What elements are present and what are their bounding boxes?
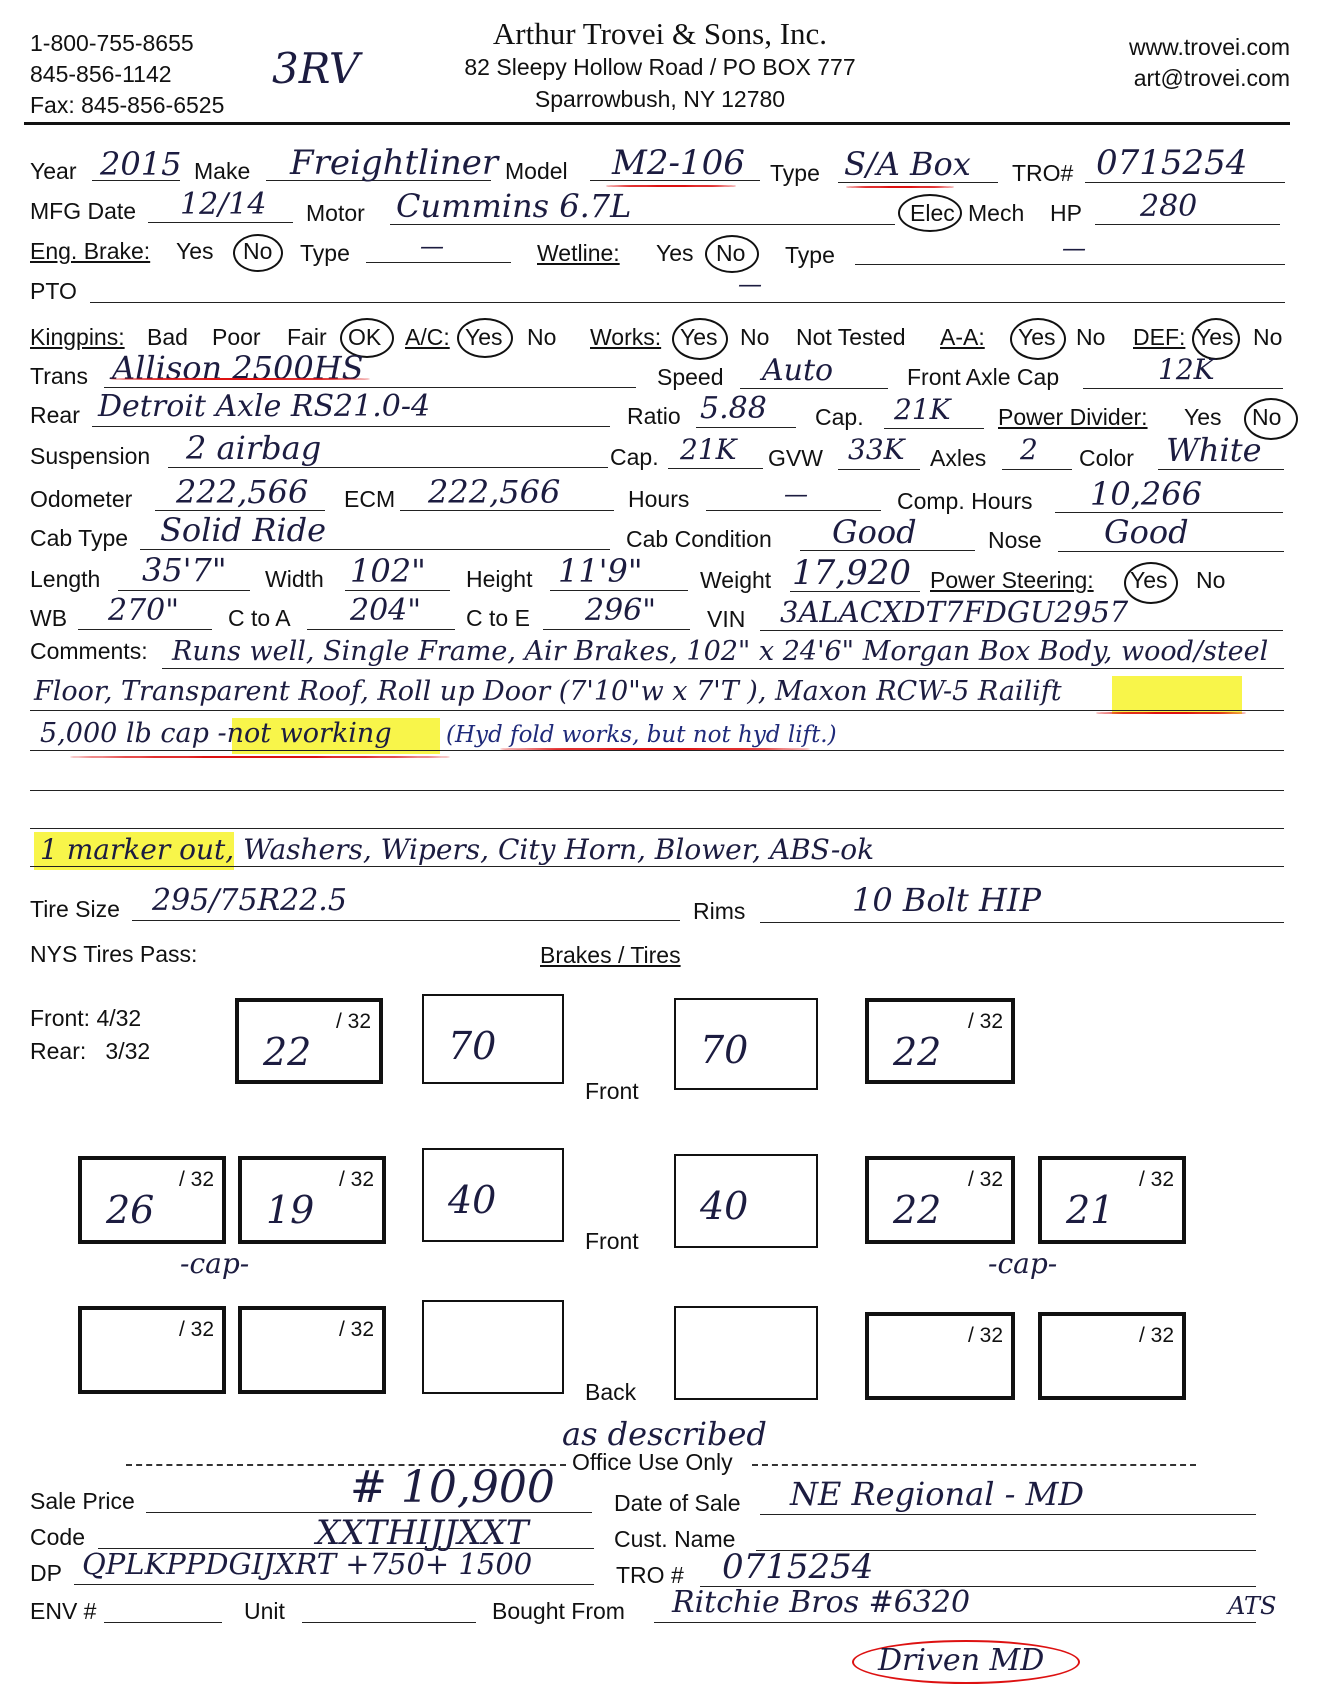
hp-value: 280	[1140, 189, 1198, 224]
tire-size-line	[132, 920, 680, 921]
wetline-yes: Yes	[656, 240, 694, 266]
eng-brake-type-label: Type	[300, 240, 350, 266]
sale-price-value: # 10,900	[350, 1462, 555, 1513]
make-label: Make	[194, 158, 251, 184]
rear-label: Rear	[30, 402, 80, 428]
bought-from-line	[654, 1622, 1256, 1623]
width-label: Width	[265, 566, 324, 592]
power-divider-yes: Yes	[1184, 404, 1222, 430]
wetline-type-label: Type	[785, 242, 835, 268]
height-line	[550, 590, 688, 591]
gvw-label: GVW	[768, 445, 823, 471]
type-label: Type	[770, 160, 820, 186]
comment-text-4: 1 marker out, Washers, Wipers, City Horn, Blower, ABS-ok	[40, 833, 875, 866]
wetline-label: Wetline:	[537, 240, 620, 266]
wetline-type-value: —	[1062, 234, 1086, 262]
env-label: ENV #	[30, 1598, 97, 1624]
comment-line-3	[30, 750, 1284, 751]
brake-box-front-left	[422, 994, 564, 1084]
brake-box-mid-right	[674, 1154, 818, 1248]
tire-box-mid-1	[78, 1156, 226, 1244]
cap-note-right: -cap-	[988, 1247, 1058, 1280]
hp-line	[1095, 224, 1280, 225]
date-of-sale-line	[760, 1514, 1256, 1515]
wetline-no: No	[716, 240, 746, 266]
mfg-date-value: 12/14	[180, 187, 267, 222]
kingpins-label: Kingpins:	[30, 324, 125, 350]
pto-value: —	[738, 270, 762, 298]
power-divider-label: Power Divider:	[998, 404, 1148, 430]
wb-label: WB	[30, 605, 68, 631]
initials-value: ATS	[1228, 1592, 1277, 1620]
comment-line-2	[30, 710, 1284, 711]
eng-brake-yes: Yes	[176, 238, 214, 264]
suspension-label: Suspension	[30, 443, 151, 469]
vin-label: VIN	[707, 606, 746, 632]
pto-label: PTO	[30, 278, 77, 304]
susp-cap-label: Cap.	[610, 444, 659, 470]
power-divider-no: No	[1252, 404, 1282, 430]
tire-depth-value: 22	[263, 1030, 312, 1074]
width-value: 102"	[350, 552, 426, 590]
cab-condition-value: Good	[832, 513, 917, 551]
model-label: Model	[505, 158, 568, 184]
rear-line	[92, 426, 610, 427]
railift-highlight	[1112, 676, 1242, 714]
axles-label: Axles	[930, 445, 987, 471]
env-line	[104, 1622, 222, 1623]
tire-box-back-1	[78, 1306, 226, 1394]
odometer-value: 222,566	[176, 473, 309, 511]
def-yes: Yes	[1196, 324, 1234, 350]
comment-line-6	[30, 866, 1284, 867]
speed-value: Auto	[762, 353, 834, 388]
rear-cap-label: Cap.	[815, 404, 864, 430]
tire-depth-value: 21	[1066, 1188, 1115, 1232]
ratio-label: Ratio	[627, 403, 681, 429]
rims-line	[760, 922, 1284, 923]
trans-line	[104, 387, 636, 388]
fax-number: Fax: 845-856-6525	[30, 92, 225, 118]
c-to-e-label: C to E	[466, 605, 530, 631]
comment-text-3a: 5,000 lb cap -not working	[40, 718, 392, 749]
front-axle-cap-value: 12K	[1158, 353, 1215, 386]
height-value: 11'9"	[558, 552, 643, 590]
trans-red-underline	[110, 378, 370, 380]
dp-line	[74, 1584, 594, 1585]
wb-value: 270"	[108, 593, 180, 628]
vin-value: 3ALACXDT7FDGU2957	[780, 595, 1129, 629]
axles-value: 2	[1020, 433, 1038, 466]
comment-3-red-underline-b	[500, 748, 810, 750]
front-axle-cap-line	[1083, 388, 1283, 389]
mfg-date-label: MFG Date	[30, 198, 137, 224]
code-value: XXTHIJJXXT	[316, 1513, 529, 1553]
comments-label: Comments:	[30, 638, 148, 664]
c-to-a-line	[307, 629, 455, 630]
per-32-label: / 32	[967, 1324, 1003, 1347]
bought-from-value: Ritchie Bros #6320	[672, 1585, 971, 1620]
front-pass-spec: Front: 4/32	[30, 1005, 142, 1031]
brake-value: 40	[700, 1184, 749, 1228]
per-32-label: / 32	[338, 1318, 374, 1341]
make-value: Freightliner	[290, 143, 499, 183]
eng-brake-label: Eng. Brake:	[30, 238, 151, 264]
model-value: M2-106	[612, 143, 745, 183]
per-32-label: / 32	[335, 1010, 371, 1033]
ac-yes: Yes	[465, 324, 503, 350]
works-label: Works:	[590, 324, 662, 350]
ecm-value: 222,566	[428, 473, 561, 511]
per-32-label: / 32	[1138, 1324, 1174, 1347]
power-steering-label: Power Steering:	[930, 567, 1094, 593]
tro-label: TRO#	[1012, 160, 1074, 186]
gvw-line	[838, 469, 920, 470]
company-email: art@trovei.com	[1133, 65, 1290, 91]
speed-line	[740, 388, 888, 389]
kingpins-poor: Poor	[212, 324, 261, 350]
speed-label: Speed	[657, 364, 724, 390]
tire-size-label: Tire Size	[30, 896, 120, 922]
tire-box-mid-4	[1038, 1156, 1186, 1244]
tire-box-mid-3	[865, 1156, 1015, 1244]
weight-label: Weight	[700, 567, 772, 593]
brake-box-back-right	[674, 1306, 818, 1400]
works-not-tested: Not Tested	[796, 324, 906, 350]
c-to-e-line	[543, 629, 690, 630]
aa-no: No	[1076, 324, 1106, 350]
per-32-label: / 32	[178, 1168, 214, 1191]
mech-label: Mech	[968, 200, 1025, 226]
kingpins-ok: OK	[348, 324, 382, 350]
comment-text-2: Floor, Transparent Roof, Roll up Door (7'10"w x 7'T ), Maxon RCW-5 Railift	[34, 676, 1062, 707]
wb-line	[78, 629, 212, 630]
hours-value: —	[784, 480, 808, 508]
nose-line	[1058, 551, 1284, 552]
front-axle-label: Front	[585, 1078, 639, 1104]
cab-condition-label: Cab Condition	[626, 526, 772, 552]
color-value: White	[1166, 431, 1262, 469]
date-of-sale-label: Date of Sale	[614, 1490, 741, 1516]
c-to-a-value: 204"	[350, 593, 422, 628]
tire-box-back-3	[865, 1312, 1015, 1400]
comment-text-1: Runs well, Single Frame, Air Brakes, 102" x 24'6" Morgan Box Body, wood/steel	[172, 636, 1269, 667]
weight-value: 17,920	[792, 553, 911, 593]
kingpins-bad: Bad	[147, 324, 188, 350]
driven-note: Driven MD	[878, 1643, 1045, 1678]
type-red-underline	[846, 186, 954, 188]
def-no: No	[1253, 324, 1283, 350]
suspension-value: 2 airbag	[186, 429, 322, 467]
trans-label: Trans	[30, 363, 88, 389]
works-no: No	[740, 324, 770, 350]
brake-value: 40	[448, 1178, 497, 1222]
dp-label: DP	[30, 1560, 62, 1586]
year-label: Year	[30, 158, 77, 184]
motor-label: Motor	[306, 200, 365, 226]
length-line	[118, 590, 250, 591]
aa-yes: Yes	[1018, 324, 1056, 350]
trans-value: Allison 2500HS	[112, 349, 364, 387]
hours-label: Hours	[628, 486, 690, 512]
year-value: 2015	[100, 145, 182, 183]
type-value: S/A Box	[844, 145, 971, 183]
tire-box-mid-2	[238, 1156, 386, 1244]
comment-text-3b: (Hyd fold works, but not hyd lift.)	[446, 722, 837, 748]
comment-line-1	[162, 668, 1284, 669]
elec-label: Elec	[910, 200, 955, 226]
brake-box-front-right	[674, 998, 818, 1090]
nys-tires-pass-label: NYS Tires Pass:	[30, 941, 198, 967]
comment-line-5	[30, 828, 1284, 829]
cust-name-label: Cust. Name	[614, 1526, 736, 1552]
tire-depth-value: 22	[893, 1030, 942, 1074]
tire-box-back-4	[1038, 1312, 1186, 1400]
per-32-label: / 32	[338, 1168, 374, 1191]
ac-no: No	[527, 324, 557, 350]
rear-cap-line	[884, 428, 984, 429]
cap-note-left: -cap-	[180, 1247, 250, 1280]
mfg-date-line	[148, 222, 293, 223]
brake-box-mid-left	[422, 1148, 564, 1242]
length-label: Length	[30, 566, 101, 592]
brake-value: 70	[448, 1024, 497, 1068]
tro-num-value: 0715254	[722, 1547, 874, 1587]
header-divider	[24, 122, 1290, 125]
tire-depth-value: 19	[266, 1188, 315, 1232]
date-of-sale-value: NE Regional - MD	[790, 1475, 1085, 1513]
susp-cap-value: 21K	[680, 433, 737, 466]
kingpins-fair: Fair	[287, 324, 327, 350]
code-label: Code	[30, 1524, 85, 1550]
def-label: DEF:	[1133, 324, 1186, 350]
per-32-label: / 32	[178, 1318, 214, 1341]
unit-line	[302, 1622, 476, 1623]
gvw-value: 33K	[848, 433, 905, 466]
ac-label: A/C:	[405, 324, 450, 350]
tire-box-front-right	[865, 998, 1015, 1084]
brakes-tires-heading: Brakes / Tires	[540, 942, 681, 968]
length-value: 35'7"	[142, 551, 227, 589]
hp-label: HP	[1050, 200, 1082, 226]
eng-brake-type-line	[366, 262, 511, 263]
power-steering-yes: Yes	[1130, 567, 1168, 593]
tire-box-front-left	[235, 998, 383, 1084]
rims-label: Rims	[693, 898, 746, 924]
sale-price-label: Sale Price	[30, 1488, 135, 1514]
company-address-line1: 82 Sleepy Hollow Road / PO BOX 777	[464, 54, 856, 80]
office-dash-right	[752, 1464, 1196, 1466]
susp-cap-line	[668, 468, 763, 469]
phone-tollfree: 1-800-755-8655	[30, 30, 194, 56]
as-described-note: as described	[562, 1415, 767, 1453]
tire-depth-value: 22	[893, 1188, 942, 1232]
height-label: Height	[466, 566, 533, 592]
c-to-e-value: 296"	[585, 593, 657, 628]
dp-value: QPLKPPDGIJXRT +750+ 1500	[82, 1547, 533, 1581]
company-website: www.trovei.com	[1128, 34, 1290, 60]
nose-label: Nose	[988, 527, 1042, 553]
brake-value: 70	[700, 1028, 749, 1072]
office-use-only-label: Office Use Only	[572, 1449, 733, 1475]
per-32-label: / 32	[967, 1010, 1003, 1033]
cab-type-value: Solid Ride	[160, 511, 327, 549]
comment-3-red-underline-a	[70, 756, 450, 758]
vin-line	[760, 630, 1283, 631]
color-label: Color	[1079, 445, 1134, 471]
works-yes: Yes	[680, 324, 718, 350]
back-axle-label: Back	[585, 1379, 637, 1405]
comp-hours-label: Comp. Hours	[897, 488, 1033, 514]
company-name: Arthur Trovei & Sons, Inc.	[492, 16, 828, 51]
width-line	[345, 590, 450, 591]
unit-label: Unit	[244, 1598, 285, 1624]
company-address-line2: Sparrowbush, NY 12780	[534, 86, 786, 112]
comment-line-4	[30, 790, 1284, 791]
comp-hours-value: 10,266	[1090, 475, 1202, 513]
railift-red-underline	[1096, 712, 1246, 714]
handwritten-code-note: 3RV	[272, 44, 360, 93]
ratio-value: 5.88	[700, 391, 767, 426]
cab-type-label: Cab Type	[30, 525, 129, 551]
motor-value: Cummins 6.7L	[396, 187, 632, 225]
power-steering-no: No	[1196, 567, 1226, 593]
rims-value: 10 Bolt HIP	[852, 881, 1042, 919]
c-to-a-label: C to A	[228, 605, 291, 631]
axles-line	[1002, 469, 1072, 470]
brake-box-back-left	[422, 1300, 564, 1394]
rear-cap-value: 21K	[894, 393, 951, 426]
rear-value: Detroit Axle RS21.0-4	[98, 389, 431, 424]
eng-brake-type-value: —	[420, 232, 444, 260]
suspension-line	[168, 467, 608, 468]
eng-brake-no: No	[243, 238, 273, 264]
tro-value: 0715254	[1096, 143, 1248, 183]
cab-type-line	[140, 549, 610, 550]
bought-from-label: Bought From	[492, 1598, 625, 1624]
ratio-line	[696, 427, 796, 428]
nose-value: Good	[1104, 513, 1189, 551]
odometer-label: Odometer	[30, 486, 133, 512]
wetline-type-line	[855, 264, 1285, 265]
hours-line	[706, 510, 881, 511]
pto-line	[90, 302, 1285, 303]
ecm-label: ECM	[344, 486, 396, 512]
mid-axle-label: Front	[585, 1228, 639, 1254]
per-32-label: / 32	[967, 1168, 1003, 1191]
front-axle-cap-label: Front Axle Cap	[907, 364, 1060, 390]
tire-depth-value: 26	[106, 1188, 155, 1232]
color-line	[1158, 469, 1284, 470]
aa-label: A-A:	[940, 324, 985, 350]
rear-pass-spec: Rear: 3/32	[30, 1038, 151, 1064]
tire-size-value: 295/75R22.5	[152, 883, 347, 918]
tro-num-label: TRO #	[616, 1562, 684, 1588]
phone-local: 845-856-1142	[30, 61, 172, 87]
per-32-label: / 32	[1138, 1168, 1174, 1191]
tire-box-back-2	[238, 1306, 386, 1394]
